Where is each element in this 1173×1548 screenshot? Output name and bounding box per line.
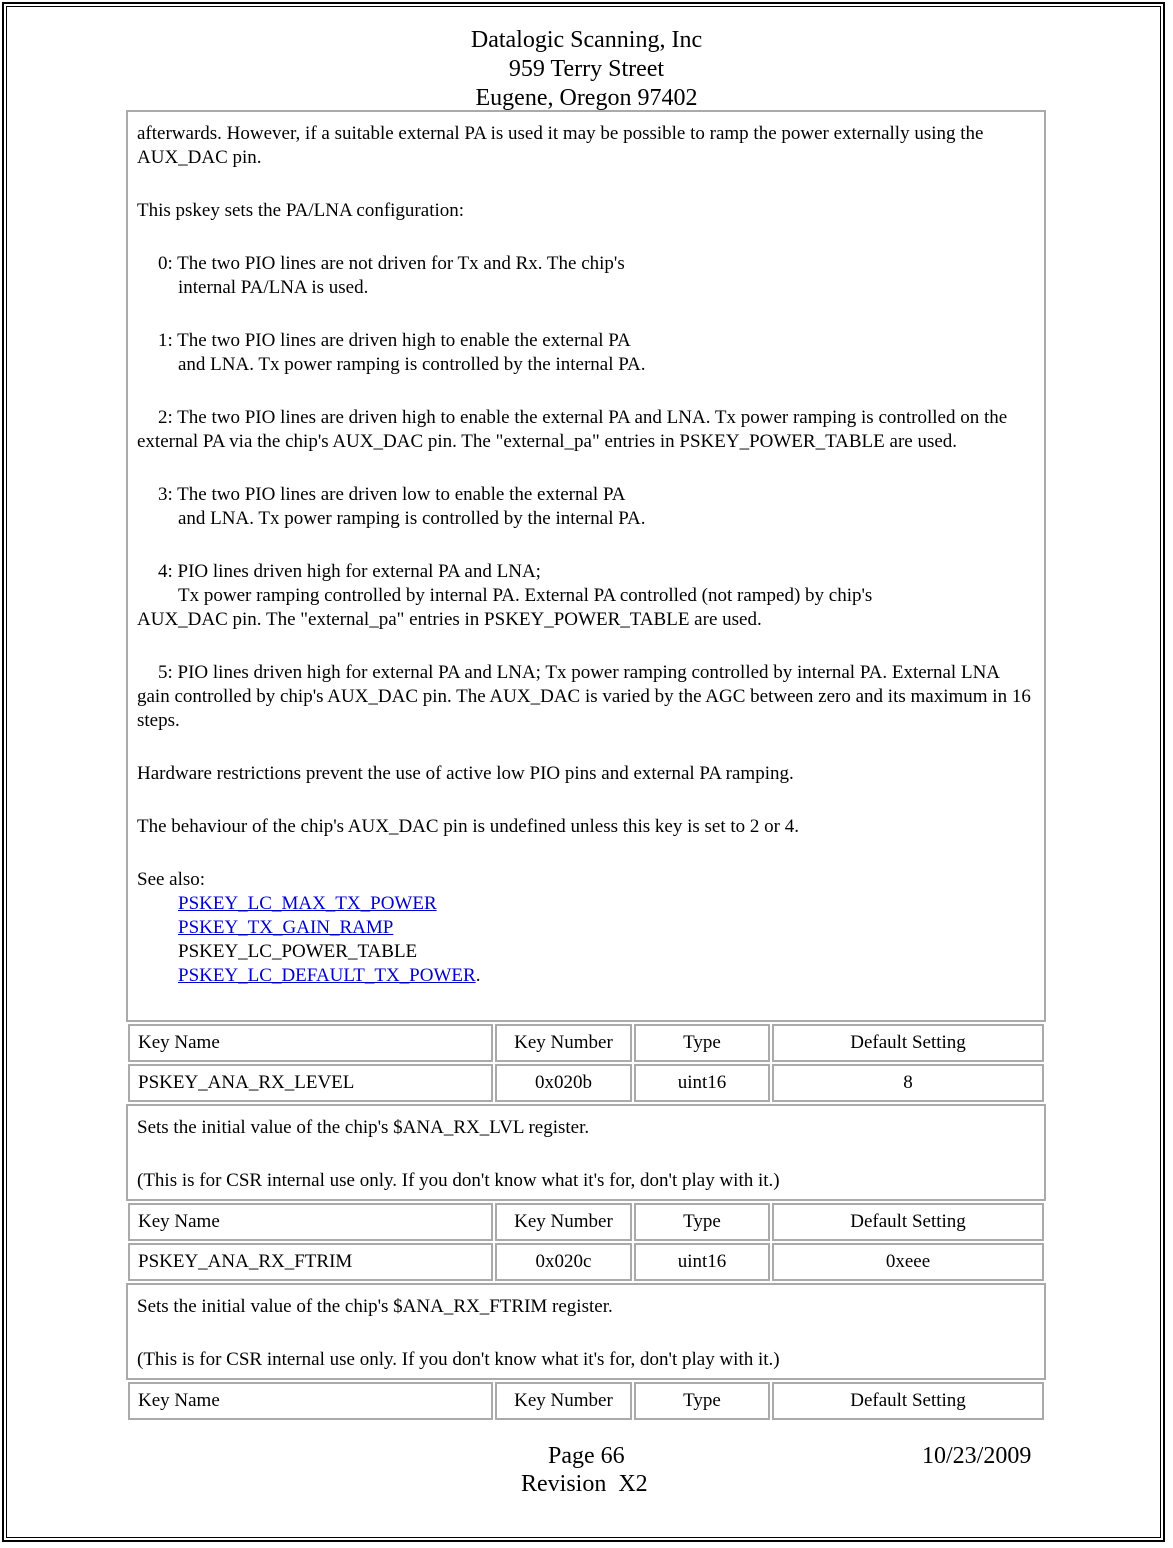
key-table-rx-ftrim xyxy=(126,1201,1046,1283)
content xyxy=(126,110,1046,1422)
table-header-row xyxy=(128,1203,1044,1241)
revision: Revision X2 xyxy=(521,1471,648,1497)
pa-lna-description xyxy=(126,110,1046,1022)
type-value: uint16 xyxy=(634,1243,770,1281)
footer-date: 10/23/2009 xyxy=(922,1443,1032,1469)
rx-level-description: Sets the initial value of the chip's $ANA_RX_LVL register. (This is for CSR internal use only. If you don't know what it's for, don't play with it.) xyxy=(126,1104,1046,1201)
option-0: 0: The two PIO lines are not driven for Tx and Rx. The chip's internal PA/LNA is used. xyxy=(158,253,625,298)
link-lc-default-tx-power[interactable]: PSKEY_LC_DEFAULT_TX_POWER xyxy=(178,965,476,986)
header-type: Type xyxy=(634,1382,770,1420)
table-row xyxy=(128,1243,1044,1281)
option-4: 4: PIO lines driven high for external PA and LNA; Tx power ramping controlled by internal PA. External PA controlled (not ramped) by chip's AUX_DAC pin. The "external_pa" entries in PSKEY_POWER_TABLE are used. xyxy=(137,561,873,630)
link-lc-max-tx-power[interactable]: PSKEY_LC_MAX_TX_POWER xyxy=(178,893,437,914)
lc-power-table-text: PSKEY_LC_POWER_TABLE xyxy=(178,941,418,962)
option-1: 1: The two PIO lines are driven high to enable the external PA and LNA. Tx power ramping is controlled by the internal PA. xyxy=(158,330,646,375)
company-street: 959 Terry Street xyxy=(508,56,665,82)
see-also: See also: PSKEY_LC_MAX_TX_POWER PSKEY_TX_GAIN_RAMP PSKEY_LC_POWER_TABLE PSKEY_LC_DEFAULT_TX_POWER. xyxy=(137,868,1036,988)
header-key-number: Key Number xyxy=(495,1203,632,1241)
option-2: 2: The two PIO lines are driven high to enable the external PA and LNA. Tx power ramping is controlled on the external PA via the chip's AUX_DAC pin. The "external_pa" entries in PSKEY_POWER_TABLE are used. xyxy=(137,407,1008,452)
letterhead xyxy=(0,26,1173,113)
header-key-name: Key Name xyxy=(128,1382,493,1420)
header-key-name: Key Name xyxy=(128,1024,493,1062)
default-value: 8 xyxy=(772,1064,1044,1102)
table-header-row xyxy=(128,1024,1044,1062)
header-type: Type xyxy=(634,1024,770,1062)
header-key-number: Key Number xyxy=(495,1024,632,1062)
header-key-number: Key Number xyxy=(495,1382,632,1420)
header-default-setting: Default Setting xyxy=(772,1024,1044,1062)
key-table-rx-level xyxy=(126,1022,1046,1104)
table-header-row xyxy=(128,1382,1044,1420)
page-number: Page 66 xyxy=(548,1443,625,1469)
option-3: 3: The two PIO lines are driven low to enable the external PA and LNA. Tx power ramping is controlled by the internal PA. xyxy=(158,484,646,529)
behaviour-text: The behaviour of the chip's AUX_DAC pin is undefined unless this key is set to 2 or 4. xyxy=(137,816,800,837)
option-5: 5: PIO lines driven high for external PA and LNA; Tx power ramping controlled by internal PA. External LNA gain controlled by chip's AUX_DAC pin. The AUX_DAC is varied by the AGC between zero and its maximum in 16 steps. xyxy=(137,662,1031,731)
hardware-restrictions: Hardware restrictions prevent the use of active low PIO pins and external PA ramping. xyxy=(137,763,794,784)
company-name: Datalogic Scanning, Inc xyxy=(470,27,703,53)
key-name-value: PSKEY_ANA_RX_FTRIM xyxy=(128,1243,493,1281)
header-default-setting: Default Setting xyxy=(772,1382,1044,1420)
header-type: Type xyxy=(634,1203,770,1241)
key-number-value: 0x020b xyxy=(495,1064,632,1102)
table-row xyxy=(128,1064,1044,1102)
type-value: uint16 xyxy=(634,1064,770,1102)
header-key-name: Key Name xyxy=(128,1203,493,1241)
link-tx-gain-ramp[interactable]: PSKEY_TX_GAIN_RAMP xyxy=(178,917,394,938)
key-number-value: 0x020c xyxy=(495,1243,632,1281)
header-default-setting: Default Setting xyxy=(772,1203,1044,1241)
default-value: 0xeee xyxy=(772,1243,1044,1281)
intro-text: afterwards. However, if a suitable external PA is used it may be possible to ramp the power externally using the AUX_DAC pin. xyxy=(137,123,984,168)
company-city: Eugene, Oregon 97402 xyxy=(475,85,698,111)
sets-text: This pskey sets the PA/LNA configuration: xyxy=(137,200,465,221)
key-name-value: PSKEY_ANA_RX_LEVEL xyxy=(128,1064,493,1102)
rx-ftrim-description: Sets the initial value of the chip's $ANA_RX_FTRIM register. (This is for CSR internal use only. If you don't know what it's for, don't play with it.) xyxy=(126,1283,1046,1380)
key-table-next xyxy=(126,1380,1046,1422)
